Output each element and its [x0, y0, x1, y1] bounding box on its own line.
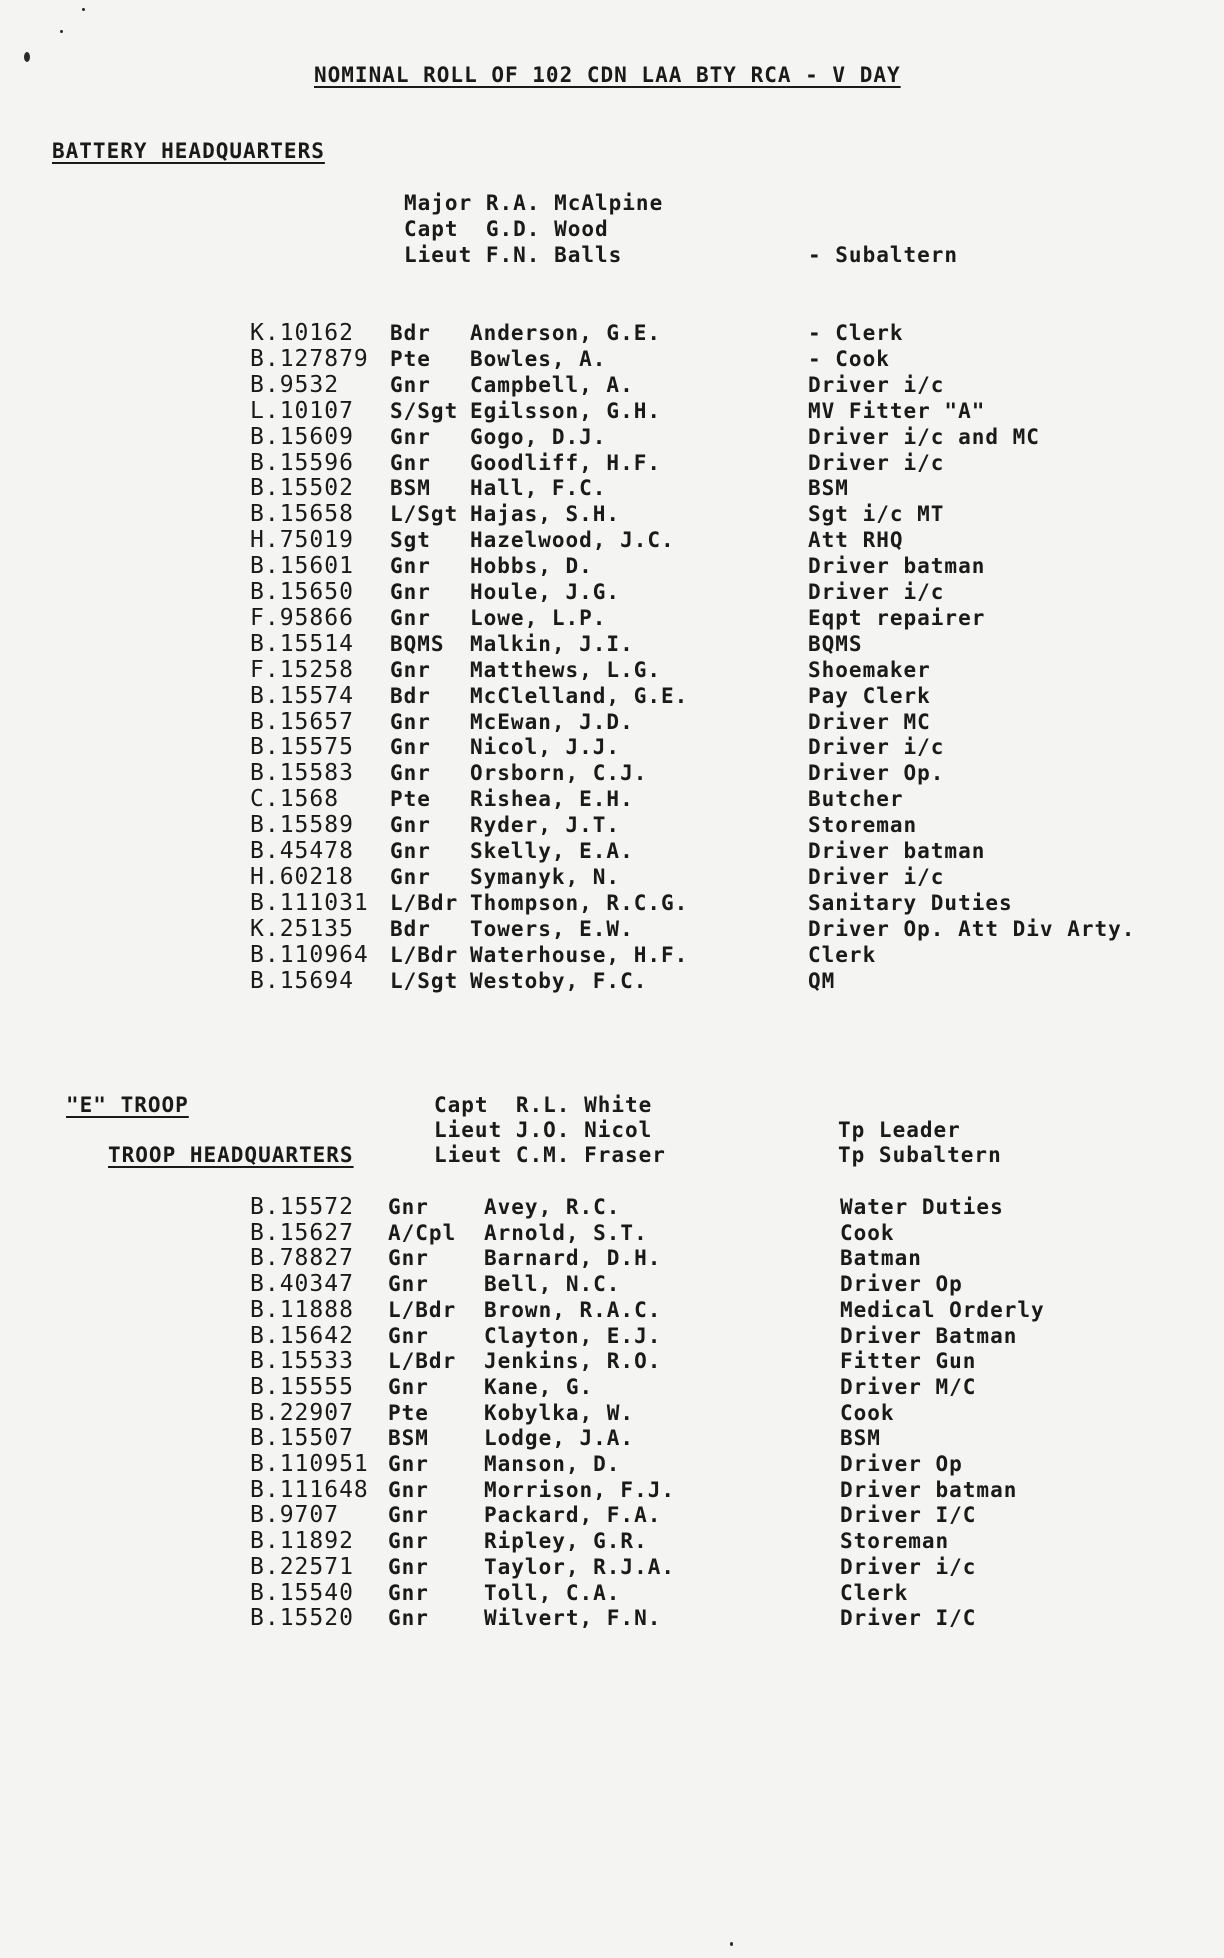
- soldier-name: Bell, N.C.: [484, 1272, 621, 1297]
- soldier-name: Kane, G.: [484, 1374, 594, 1399]
- rank: Gnr: [390, 580, 431, 604]
- roll-row: [0, 501, 1224, 527]
- rank: Bdr: [390, 916, 431, 941]
- roll-row: [0, 968, 1224, 994]
- rank: L/Sgt: [390, 968, 459, 993]
- service-number: H.60218: [250, 863, 354, 890]
- rank: L/Sgt: [390, 502, 459, 527]
- service-number: B.9532: [250, 371, 340, 398]
- duty: Att RHQ: [808, 528, 904, 553]
- rank: Gnr: [388, 1323, 429, 1348]
- rank: Gnr: [390, 709, 431, 734]
- service-number: B.15555: [250, 1373, 354, 1400]
- rank: Gnr: [388, 1554, 429, 1579]
- rank: Gnr: [388, 1606, 429, 1631]
- rank: S/Sgt: [390, 398, 459, 423]
- rank: Sgt: [390, 528, 431, 553]
- duty: Eqpt repairer: [808, 605, 986, 630]
- duty: BSM: [840, 1426, 881, 1451]
- rank: BSM: [388, 1426, 429, 1451]
- roll-row: [0, 1245, 1224, 1271]
- roll-row: [0, 916, 1224, 942]
- rank: Pte: [390, 346, 431, 371]
- service-number: B.111031: [250, 889, 369, 916]
- rank: Gnr: [388, 1452, 429, 1476]
- e-troop-officer-role: Tp Subaltern: [838, 1143, 1002, 1167]
- service-number: B.15650: [250, 579, 354, 605]
- ink-mark: [82, 8, 85, 11]
- roll-row: [0, 890, 1224, 916]
- service-number: B.15533: [250, 1348, 354, 1375]
- roll-row: [0, 1605, 1224, 1631]
- service-number: B.11888: [250, 1296, 354, 1323]
- rank: Gnr: [390, 554, 431, 579]
- rank: L/Bdr: [388, 1349, 457, 1374]
- duty: Driver Batman: [840, 1323, 1018, 1348]
- e-troop-officer-name: Lieut C.M. Fraser: [434, 1143, 666, 1167]
- rank: BQMS: [390, 631, 445, 656]
- rank: L/Bdr: [388, 1297, 457, 1322]
- soldier-name: Packard, F.A.: [484, 1503, 662, 1528]
- roll-row: [0, 1400, 1224, 1426]
- bhq-officer-name: Capt G.D. Wood: [404, 217, 609, 241]
- duty: - Clerk: [808, 321, 904, 345]
- duty: Storeman: [808, 813, 918, 838]
- soldier-name: Egilsson, G.H.: [470, 398, 662, 423]
- rank: Gnr: [388, 1272, 429, 1297]
- rank: Pte: [390, 787, 431, 812]
- duty: Clerk: [808, 942, 877, 967]
- service-number: B.15502: [250, 475, 354, 502]
- roll-row: [0, 1554, 1224, 1580]
- service-number: B.45478: [250, 838, 354, 864]
- rank: Gnr: [388, 1529, 429, 1554]
- soldier-name: Lodge, J.A.: [484, 1426, 635, 1451]
- bhq-heading: BATTERY HEADQUARTERS: [52, 139, 325, 163]
- rank: Gnr: [388, 1477, 429, 1502]
- roll-row: [0, 1580, 1224, 1606]
- rank: Gnr: [390, 864, 431, 889]
- rank: L/Bdr: [390, 890, 459, 915]
- rank: Gnr: [390, 424, 431, 449]
- rank: Pte: [388, 1400, 429, 1425]
- soldier-name: Towers, E.W.: [470, 916, 634, 941]
- roll-row: [0, 683, 1224, 709]
- roll-row: [0, 1271, 1224, 1297]
- bhq-officer-role: - Subaltern: [808, 243, 959, 267]
- duty: Shoemaker: [808, 657, 931, 682]
- soldier-name: Campbell, A.: [470, 372, 634, 397]
- service-number: B.15609: [250, 423, 354, 450]
- duty: Driver Op. Att Div Arty.: [808, 916, 1136, 941]
- service-number: B.78827: [250, 1245, 354, 1272]
- roll-row: [0, 709, 1224, 735]
- duty: MV Fitter "A": [808, 398, 986, 423]
- roll-row: [0, 942, 1224, 968]
- rank: Gnr: [388, 1374, 429, 1399]
- roll-row: [0, 760, 1224, 786]
- duty: Cook: [840, 1220, 895, 1245]
- rank: Gnr: [390, 372, 431, 397]
- soldier-name: Toll, C.A.: [484, 1580, 621, 1605]
- soldier-name: Westoby, F.C.: [470, 968, 648, 993]
- service-number: B.11892: [250, 1528, 354, 1555]
- roll-row: [0, 1502, 1224, 1528]
- soldier-name: Ripley, G.R.: [484, 1529, 648, 1554]
- bhq-officer-name: Lieut F.N. Balls: [404, 243, 623, 267]
- duty: - Cook: [808, 346, 890, 371]
- e-troop-heading: "E" TROOP: [66, 1093, 189, 1117]
- duty: Driver Op.: [808, 761, 945, 786]
- rank: Gnr: [388, 1580, 429, 1605]
- ink-mark: [24, 52, 30, 62]
- service-number: H.75019: [250, 527, 354, 554]
- roll-row: [0, 450, 1224, 476]
- rank: Gnr: [388, 1246, 429, 1271]
- soldier-name: Houle, J.G.: [470, 580, 621, 604]
- service-number: B.22907: [250, 1399, 354, 1426]
- rank: L/Bdr: [390, 942, 459, 967]
- soldier-name: Morrison, F.J.: [484, 1477, 676, 1502]
- roll-row: [0, 1323, 1224, 1349]
- rank: Gnr: [390, 735, 431, 760]
- duty: Driver i/c and MC: [808, 424, 1040, 449]
- service-number: B.15583: [250, 760, 354, 787]
- soldier-name: Waterhouse, H.F.: [470, 942, 689, 967]
- roll-row: [0, 734, 1224, 760]
- service-number: B.110964: [250, 941, 369, 968]
- duty: Driver I/C: [840, 1606, 977, 1631]
- duty: Driver i/c: [808, 372, 945, 397]
- e-troop-officer-name: Capt R.L. White: [434, 1093, 653, 1117]
- rank: Bdr: [390, 683, 431, 708]
- service-number: B.15514: [250, 630, 354, 657]
- duty: Driver batman: [808, 839, 986, 863]
- duty: Clerk: [840, 1580, 909, 1605]
- service-number: B.15572: [250, 1194, 354, 1220]
- soldier-name: Manson, D.: [484, 1452, 621, 1476]
- service-number: B.111648: [250, 1476, 369, 1503]
- service-number: B.15694: [250, 967, 354, 994]
- service-number: B.110951: [250, 1451, 369, 1477]
- service-number: B.15627: [250, 1219, 354, 1246]
- roll-row: [0, 527, 1224, 553]
- rank: Gnr: [388, 1195, 429, 1219]
- duty: Pay Clerk: [808, 683, 931, 708]
- duty: Batman: [840, 1246, 922, 1271]
- soldier-name: McEwan, J.D.: [470, 709, 634, 734]
- soldier-name: Brown, R.A.C.: [484, 1297, 662, 1322]
- roll-row: [0, 864, 1224, 890]
- roll-row: [0, 812, 1224, 838]
- service-number: B.15540: [250, 1579, 354, 1606]
- rank: BSM: [390, 476, 431, 501]
- service-number: B.9707: [250, 1502, 340, 1529]
- duty: Butcher: [808, 787, 904, 812]
- soldier-name: Hall, F.C.: [470, 476, 607, 501]
- rank: Gnr: [390, 813, 431, 838]
- service-number: B.15657: [250, 708, 354, 735]
- ink-mark: [730, 1942, 733, 1946]
- service-number: B.127879: [250, 345, 369, 372]
- ink-mark: [60, 30, 63, 33]
- duty: Driver i/c: [808, 735, 945, 760]
- soldier-name: Wilvert, F.N.: [484, 1606, 662, 1631]
- e-troop-officer-name: Lieut J.O. Nicol: [434, 1118, 653, 1142]
- service-number: B.15596: [250, 449, 354, 476]
- service-number: B.15575: [250, 734, 354, 761]
- service-number: B.15574: [250, 682, 354, 709]
- duty: Medical Orderly: [840, 1297, 1045, 1322]
- soldier-name: Clayton, E.J.: [484, 1323, 662, 1348]
- duty: Sanitary Duties: [808, 890, 1013, 915]
- soldier-name: Hajas, S.H.: [470, 502, 621, 527]
- soldier-name: Avey, R.C.: [484, 1195, 621, 1219]
- soldier-name: Arnold, S.T.: [484, 1220, 648, 1245]
- roll-row: [0, 553, 1224, 579]
- duty: Driver I/C: [840, 1503, 977, 1528]
- troop-hq-subheading: TROOP HEADQUARTERS: [108, 1143, 354, 1167]
- roll-row: [0, 1374, 1224, 1400]
- roll-row: [0, 346, 1224, 372]
- roll-row: [0, 1451, 1224, 1477]
- roll-row: [0, 631, 1224, 657]
- soldier-name: Kobylka, W.: [484, 1400, 635, 1425]
- bhq-officer-name: Major R.A. McAlpine: [404, 191, 664, 215]
- service-number: B.40347: [250, 1271, 354, 1298]
- roll-row: [0, 1297, 1224, 1323]
- soldier-name: Taylor, R.J.A.: [484, 1554, 676, 1579]
- duty: Water Duties: [840, 1195, 1004, 1219]
- duty: Sgt i/c MT: [808, 502, 945, 527]
- roll-row: [0, 838, 1224, 864]
- soldier-name: Gogo, D.J.: [470, 424, 607, 449]
- page-title: NOMINAL ROLL OF 102 CDN LAA BTY RCA - V DAY: [314, 63, 901, 87]
- service-number: B.15520: [250, 1605, 354, 1632]
- soldier-name: Jenkins, R.O.: [484, 1349, 662, 1374]
- rank: Gnr: [390, 657, 431, 682]
- rank: Gnr: [390, 761, 431, 786]
- soldier-name: Hazelwood, J.C.: [470, 528, 675, 553]
- duty: Driver Op: [840, 1272, 963, 1297]
- soldier-name: Anderson, G.E.: [470, 321, 662, 345]
- duty: Driver Op: [840, 1452, 963, 1476]
- duty: Driver batman: [808, 554, 986, 579]
- rank: Gnr: [390, 450, 431, 475]
- duty: Driver M/C: [840, 1374, 977, 1399]
- e-troop-officer-role: Tp Leader: [838, 1118, 961, 1142]
- service-number: B.15507: [250, 1425, 354, 1452]
- soldier-name: Thompson, R.C.G.: [470, 890, 689, 915]
- service-number: C.1568: [250, 786, 340, 813]
- roll-row: [0, 657, 1224, 683]
- soldier-name: Ryder, J.T.: [470, 813, 621, 838]
- duty: Driver i/c: [808, 450, 945, 475]
- service-number: F.95866: [250, 604, 354, 631]
- duty: Driver i/c: [808, 580, 945, 604]
- service-number: L.10107: [250, 397, 354, 424]
- duty: Fitter Gun: [840, 1349, 977, 1374]
- soldier-name: Rishea, E.H.: [470, 787, 634, 812]
- rank: Gnr: [388, 1503, 429, 1528]
- service-number: B.15589: [250, 812, 354, 839]
- roll-row: [0, 605, 1224, 631]
- soldier-name: Matthews, L.G.: [470, 657, 662, 682]
- duty: Storeman: [840, 1529, 950, 1554]
- soldier-name: Malkin, J.I.: [470, 631, 634, 656]
- roll-row: [0, 424, 1224, 450]
- duty: Driver i/c: [840, 1554, 977, 1579]
- soldier-name: Barnard, D.H.: [484, 1246, 662, 1271]
- roll-row: [0, 398, 1224, 424]
- roll-row: [0, 579, 1224, 605]
- service-number: K.25135: [250, 915, 354, 942]
- duty: Driver MC: [808, 709, 931, 734]
- rank: Gnr: [390, 605, 431, 630]
- duty: Cook: [840, 1400, 895, 1425]
- soldier-name: Hobbs, D.: [470, 554, 593, 579]
- rank: A/Cpl: [388, 1220, 457, 1245]
- rank: Gnr: [390, 839, 431, 863]
- service-number: B.15601: [250, 553, 354, 580]
- duty: QM: [808, 968, 836, 993]
- roll-row: [0, 786, 1224, 812]
- duty: BSM: [808, 476, 849, 501]
- soldier-name: Bowles, A.: [470, 346, 607, 371]
- service-number: K.10162: [250, 320, 354, 346]
- soldier-name: Lowe, L.P.: [470, 605, 607, 630]
- duty: BQMS: [808, 631, 863, 656]
- service-number: F.15258: [250, 656, 354, 683]
- soldier-name: Goodliff, H.F.: [470, 450, 662, 475]
- roll-row: [0, 1194, 1224, 1220]
- roll-row: [0, 1348, 1224, 1374]
- roll-row: [0, 1477, 1224, 1503]
- service-number: B.22571: [250, 1553, 354, 1580]
- roll-row: [0, 320, 1224, 346]
- roll-row: [0, 1425, 1224, 1451]
- service-number: B.15658: [250, 501, 354, 528]
- roll-row: [0, 372, 1224, 398]
- roll-row: [0, 475, 1224, 501]
- soldier-name: Nicol, J.J.: [470, 735, 621, 760]
- service-number: B.15642: [250, 1322, 354, 1349]
- roll-row: [0, 1220, 1224, 1246]
- roll-row: [0, 1528, 1224, 1554]
- soldier-name: Symanyk, N.: [470, 864, 621, 889]
- duty: Driver i/c: [808, 864, 945, 889]
- soldier-name: Skelly, E.A.: [470, 839, 634, 863]
- soldier-name: McClelland, G.E.: [470, 683, 689, 708]
- soldier-name: Orsborn, C.J.: [470, 761, 648, 786]
- duty: Driver batman: [840, 1477, 1018, 1502]
- rank: Bdr: [390, 321, 431, 345]
